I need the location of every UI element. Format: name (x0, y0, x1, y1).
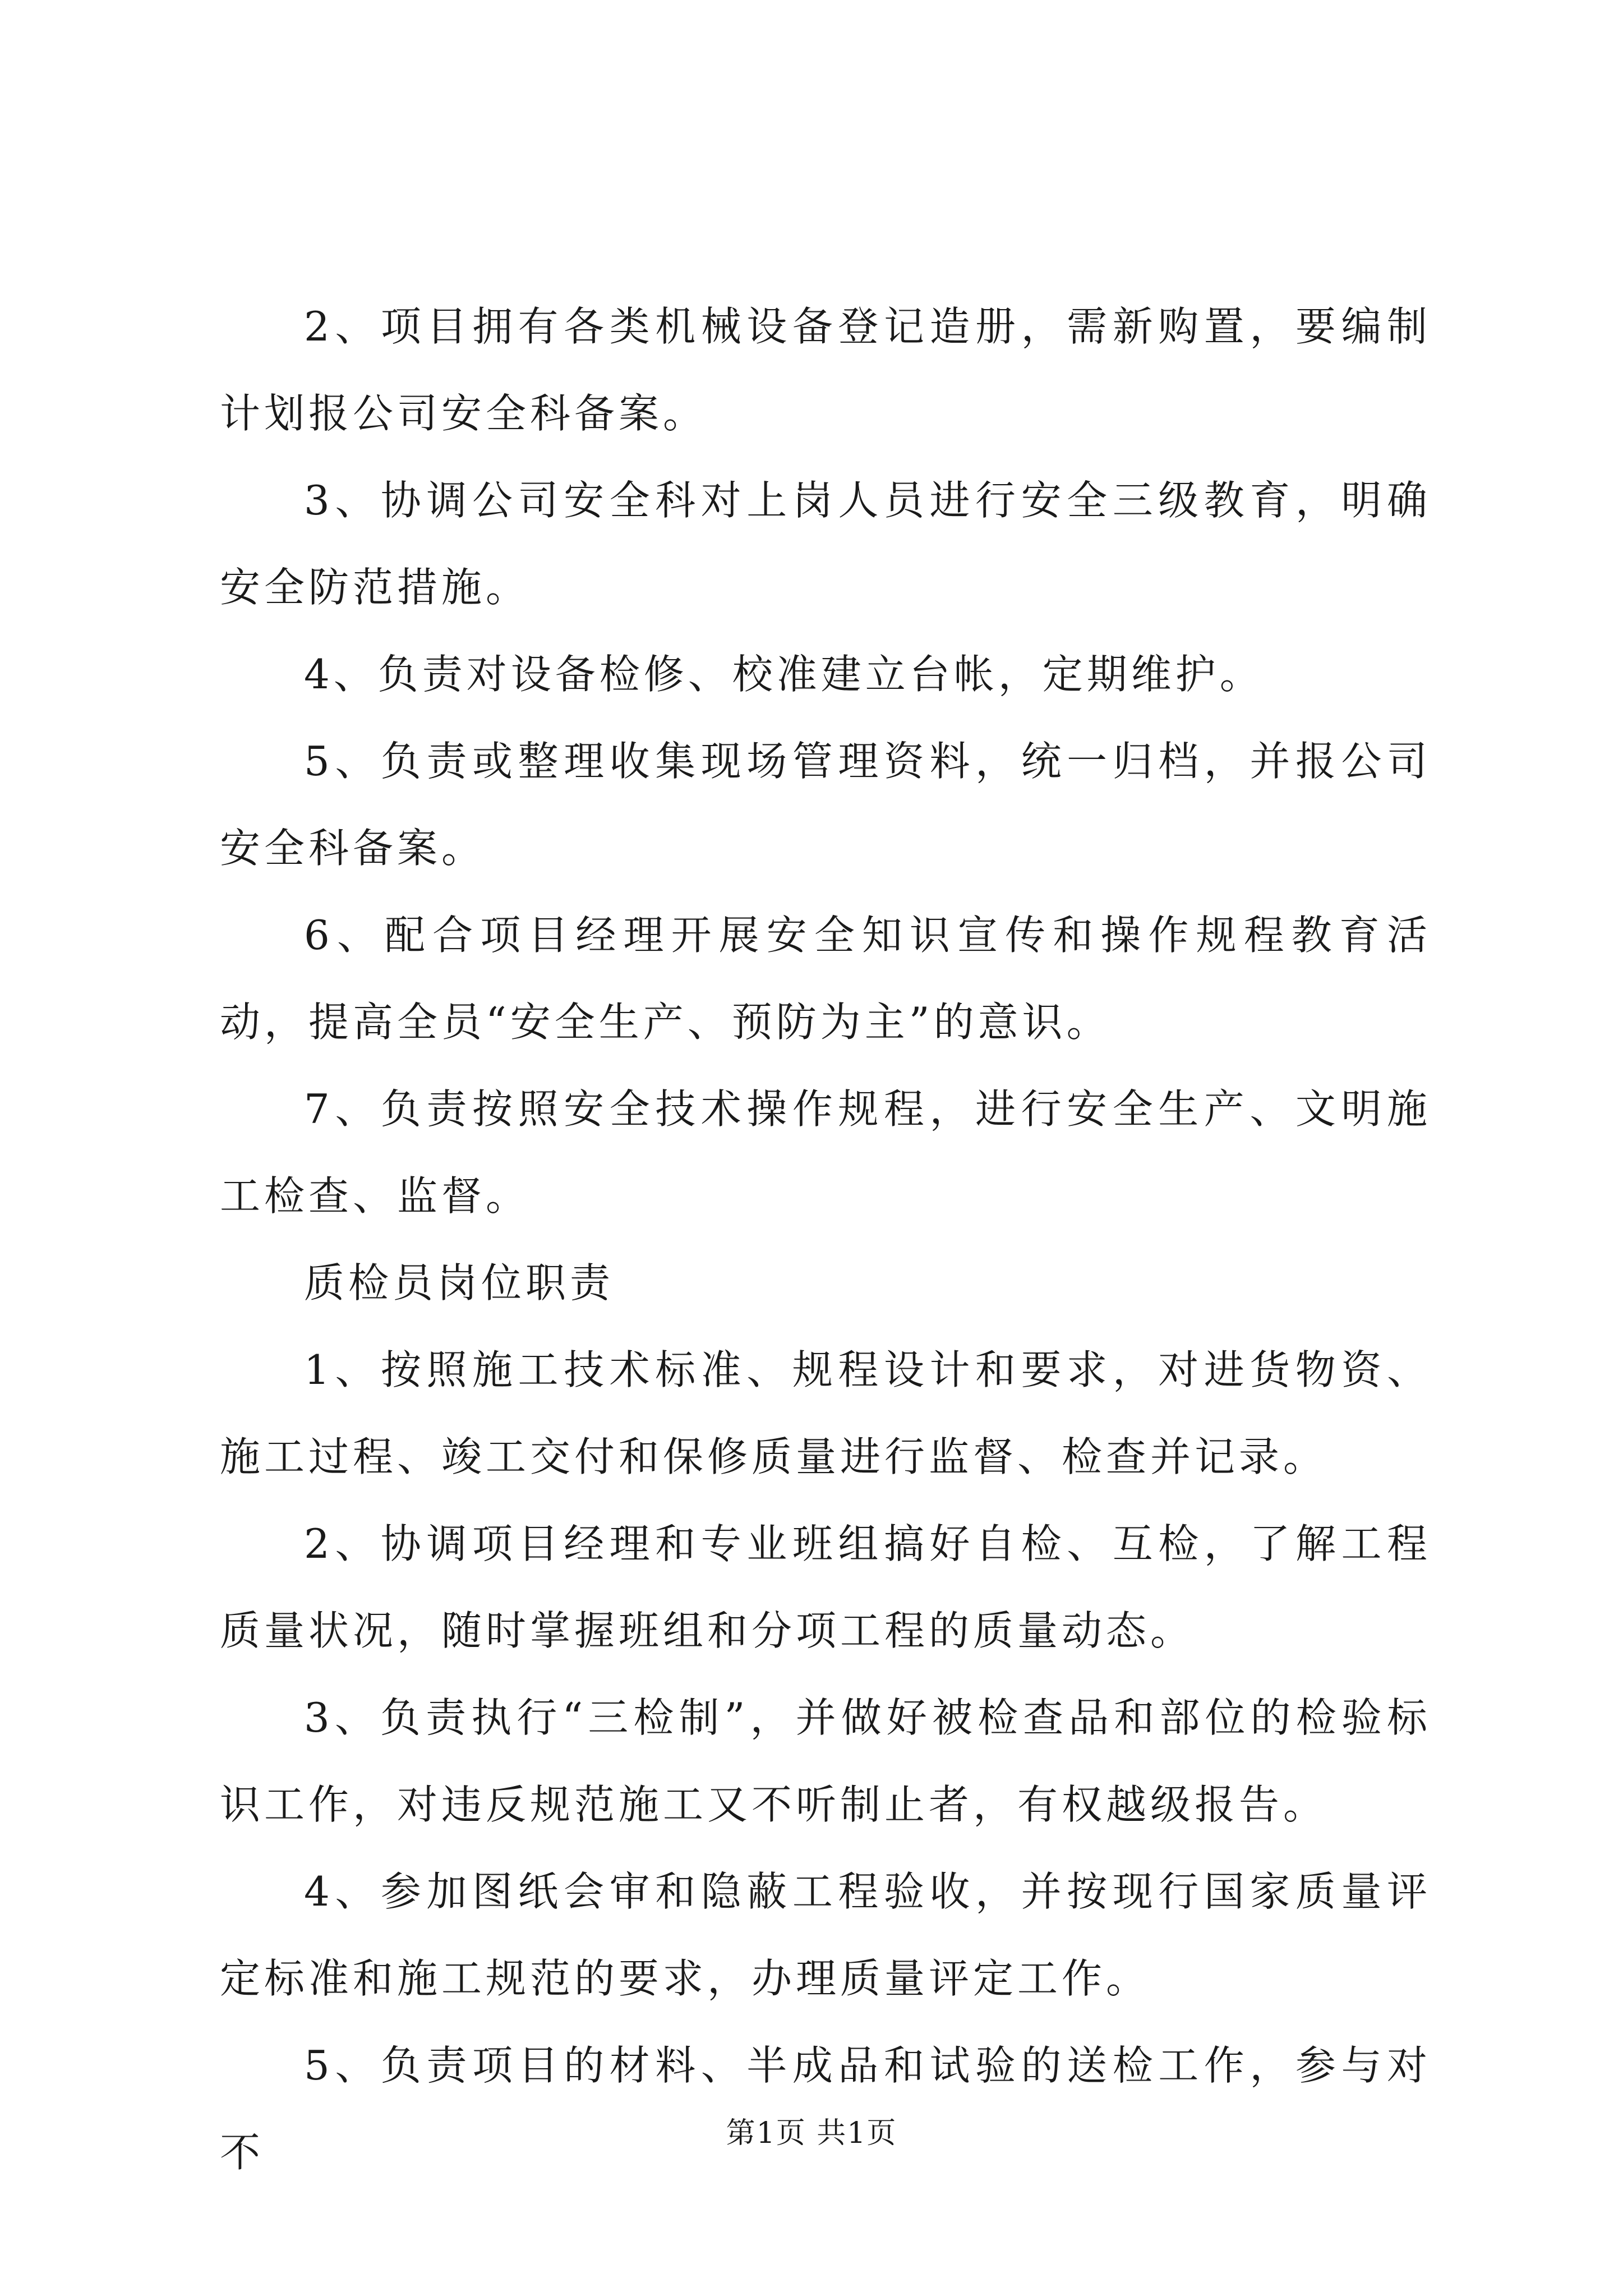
document-body (220, 283, 1431, 2196)
page-footer: 第1页 共1页 (726, 2116, 897, 2150)
section-heading-quality-inspector: 质检员岗位职责 (304, 1259, 615, 1306)
paragraph-8: 2、协调项目经理和专业班组搞好自检、互检，了解工程质量状况，随时掌握班组和分项工程的质量动态。 (220, 1520, 1431, 1654)
paragraph-1: 2、项目拥有各类机械设备登记造册，需新购置，要编制计划报公司安全科备案。 (220, 303, 1431, 437)
paragraph-2: 3、协调公司安全科对上岗人员进行安全三级教育，明确安全防范措施。 (220, 477, 1431, 611)
paragraph-3: 4、负责对设备检修、校准建立台帐，定期维护。 (304, 651, 1264, 698)
paragraph-10: 4、参加图纸会审和隐蔽工程验收，并按现行国家质量评定标准和施工规范的要求，办理质量评定工作。 (220, 1868, 1431, 2002)
paragraph-11: 5、负责项目的材料、半成品和试验的送检工作，参与对不 (220, 2042, 1431, 2176)
paragraph-4: 5、负责或整理收集现场管理资料，统一归档，并报公司安全科备案。 (220, 738, 1431, 872)
paragraph-7: 1、按照施工技术标准、规程设计和要求，对进货物资、施工过程、竣工交付和保修质量进行监督、检查并记录。 (220, 1346, 1431, 1480)
paragraph-9: 3、负责执行“三检制”，并做好被检查品和部位的检验标识工作，对违反规范施工又不听制止者，有权越级报告。 (220, 1694, 1431, 1828)
paragraph-6: 7、负责按照安全技术操作规程，进行安全生产、文明施工检查、监督。 (220, 1085, 1431, 1220)
paragraph-5: 6、配合项目经理开展安全知识宣传和操作规程教育活动，提高全员“安全生产、预防为主”的意识。 (220, 912, 1431, 1046)
